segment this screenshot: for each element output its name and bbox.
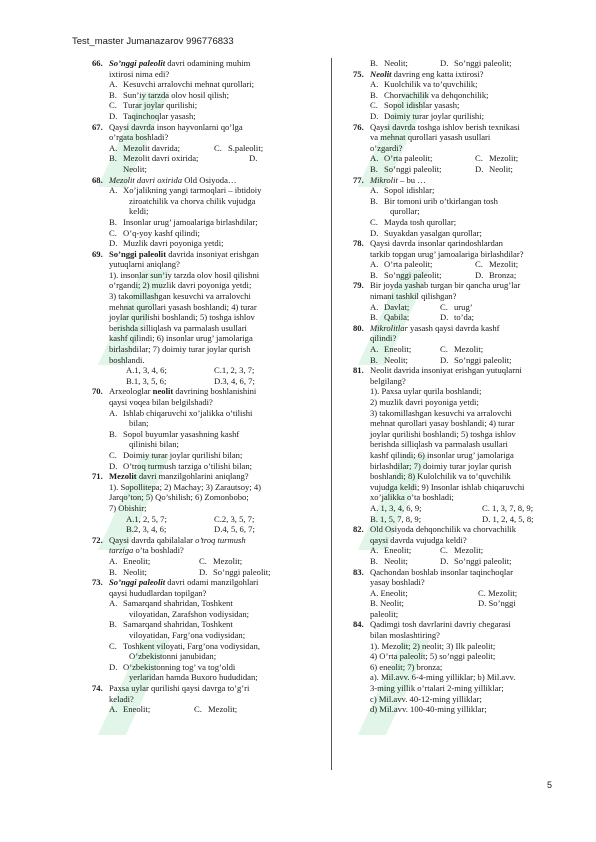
- option-b[interactable]: B. Qabila;: [370, 312, 410, 323]
- option-a[interactable]: A.1, 2, 5, 7;: [126, 513, 167, 524]
- question-71: 71. Mezolit davri manzilgohlarini aniqlang? 1). Sopollitepa; 2) Machay; 3) Zarautsoy; 4) Jarqo’ton; 5) Qo’shilish; 6) Zomonbobo; 7) Obishir; A.1, 2, 5, 7; C.2, 3, 5, 7; B.2, 3, 4, 6; D.4, 5, 6, 7;: [92, 471, 262, 535]
- option-d[interactable]: D. So’nggi paleolit;: [440, 555, 512, 566]
- question-80: 80. Mikrolitlar yasash qaysi davrda kashf qilindi? A. Eneolit; C. Mezolit; B. Neolit; D. So’nggi paleolit;: [353, 322, 512, 365]
- question-77: 77. Mikrolit – bu … A. Sopol idishlar; B. Bir tomoni urib o’tkirlangan tosh qurollar; C. Mayda tosh qurollar; D. Suyakdan yasalgan qurollar;: [353, 175, 559, 239]
- question-81: 81. Neolit davrida insoniyat erishgan yutuqlarni belgilang? 1). Paxsa uylar qurila boshlandi; 2) muzlik davri poyoniga yetdi; 3) takomillashgan kesuvchi va arralovchi mehnat qurollari yasay boshlandi; 4) turar joylar qurilishi boshlandi; 5) toshga ishlov berishda silliqlash va parmalash usullari kashf qilindi; 6) insonlar urug’ jamolariga birlashdilar; 7) doimiy turar joylar qurish boshlandi; 8) Kulolchilik va to’quvchilik vujudga keldi; 9) Insonlar ishlab chiqaruvchi xo’jalikka o’ta boshladi; A. 1, 3, 4, 6, 9; C. 1, 3, 7, 8, 9; B. 1, 5, 7, 8, 9; D. 1, 2, 4, 5, 8;: [353, 365, 534, 524]
- question-73: 73. So’nggi paleolit davri odami manzilgohlari qaysi hududlardan topilgan? A. Samarqand shahridan, Toshkent viloyatidan, Zarafshon vodiysidan; B. Samarqand shahridan, Toshkent viloyatidan, Farg’ona vodiysidan; C. Toshkent viloyati, Farg’ona vodiysidan, O’zbekistonni janubidan; D. O’zbekistonning tog’ va tog’oldi yerlaridan hamda Buxoro hududidan;: [92, 577, 326, 683]
- option-b[interactable]: B. Sopol buyumlar yasashning kashf qilinishi bilan;: [109, 428, 240, 450]
- option-d[interactable]: D. 1, 2, 4, 5, 8;: [482, 513, 534, 524]
- option-a[interactable]: A. Eneolit;: [370, 344, 412, 355]
- question-66: 66. So’nggi paleolit davri odamining muhim ixtirosi nima edi? A. Kesuvchi arralovchi mehnat qurollari; B. Sun’iy tarzda olov hosil qilish; C. Turar joylar qurilishi; D. Taqinchoqlar yasash;: [92, 58, 326, 122]
- option-d[interactable]: D. Taqinchoqlar yasash;: [109, 110, 196, 121]
- option-c[interactable]: C. Mezolit;: [478, 587, 518, 598]
- option-a[interactable]: A. Sopol idishlar;: [370, 185, 435, 196]
- option-b[interactable]: B. Sun’iy tarzda olov hosil qilish;: [109, 89, 229, 100]
- option-b[interactable]: B. So’nggi paleolit;: [370, 163, 442, 174]
- option-b[interactable]: B. Neolit;: [370, 354, 408, 365]
- option-d[interactable]: D. Doimiy turar joylar qurilishi;: [370, 110, 485, 121]
- option-c[interactable]: C. Sopol idishlar yasash;: [370, 100, 460, 111]
- option-b[interactable]: B. Insonlar urug’ jamoalariga birlashdilar;: [109, 216, 258, 227]
- option-a[interactable]: A. Davlat;: [370, 301, 410, 312]
- option-b[interactable]: B. Mezolit davri oxirida;: [109, 153, 199, 164]
- question-76: 76. Qaysi davrda toshga ishlov berish texnikasi va mehnat qurollari yasash usullari o’zgardi? A. O’rta paleolit; C. Mezolit; B. So’nggi paleolit; D. Neolit;: [353, 121, 520, 174]
- option-b[interactable]: B. 1, 5, 7, 8, 9;: [370, 513, 422, 524]
- question-78: 78. Qaysi davrda insonlar qarindoshlardan tarkib topgan urug’ jamoalariga birlashdilar? A. O’rta paleolit; C. Mezolit; B. So’nggi paleolit; D. Bronza;: [353, 238, 524, 280]
- question-68: 68. Mezolit davri oxirida Old Osiyoda… A. Xo’jalikning yangi tarmoqlari – ibtidoiy ziroatchilik va chorva chilik vujudga keldi; B. Insonlar urug’ jamoalariga birlashdilar; C. O’q-yoy kashf qilindi; D. Muzlik davri poyoniga yetdi;: [92, 175, 326, 249]
- option-b[interactable]: B.2, 3, 4, 6;: [126, 524, 167, 535]
- option-c[interactable]: C. Turar joylar qurilishi;: [109, 100, 198, 111]
- question-74-continued: [353, 58, 559, 69]
- option-a[interactable]: A. Kuolchilik va to’quvchilik;: [370, 79, 478, 90]
- option-c[interactable]: C. urug’: [440, 301, 473, 312]
- option-d[interactable]: D. Neolit;: [475, 163, 513, 174]
- option-d[interactable]: D.: [249, 153, 258, 164]
- page-header: Test_master Jumanazarov 996776833: [72, 36, 234, 47]
- option-c[interactable]: C. Mayda tosh qurollar;: [370, 216, 457, 227]
- option-c[interactable]: C. Doimiy turar joylar qurilishi bilan;: [109, 449, 243, 460]
- option-c[interactable]: C.1, 2, 3, 7;: [214, 365, 255, 376]
- option-a[interactable]: A. Eneolit;: [370, 545, 412, 556]
- option-d[interactable]: D. O’zbekistonning tog’ va tog’oldi yerlaridan hamda Buxoro hududidan;: [109, 661, 258, 683]
- option-c[interactable]: C. Mezolit;: [475, 153, 519, 164]
- question-70: 70. Arxeologlar neolit davrining boshlanishini qaysi voqea bilan belgilshadi? A. Ishlab chiqaruvchi xo’jalikka o’tilishi bilan; B. Sopol buyumlar yasashning kashf qilinishi bilan; C. Doimiy turar joylar qurilishi bilan; D. O’troq turmush tarziga o’tilishi bilan;: [92, 386, 326, 471]
- question-82: 82. Old Osiyoda dehqonchilik va chorvachilik qaysi davrda vujudga keldi? A. Eneolit; C. Mezolit; B. Neolit; D. So’nggi paleolit;: [353, 524, 517, 566]
- option-a[interactable]: A. Kesuvchi arralovchi mehnat qurollari;: [109, 79, 255, 90]
- option-b[interactable]: B. Neolit;: [109, 566, 147, 577]
- option-b[interactable]: B. Neolit;: [370, 598, 404, 609]
- option-c[interactable]: C. Mezolit;: [440, 545, 484, 556]
- option-b[interactable]: B. Chorvachilik va dehqonchilik;: [370, 89, 489, 100]
- question-69: 69. So’nggi paleolit davrida insoniyat erishgan yutuqlarni aniqlang? 1). insonlar sun’iy tarzda olov hosil qilishni o’rgandi; 2) muzlik davri poyoniga yetdi; 3) takomillashgan kesuvchi va arralovchi mehnat qurollari yasash boshlandi; 4) turar joylar qurilishi boshlandi; 5) toshga ishlov berishda silliqlash va parmalash usullari kashf qilindi; 6) insonlar urug’ jamolariga birlashdilar; 7) doimiy turar joylar qurish boshlandi. A.1, 3, 4, 6; C.1, 2, 3, 7; B.1, 3, 5, 6; D.3, 4, 6, 7;: [92, 248, 260, 386]
- left-column: [92, 58, 326, 715]
- question-75: 75. Neolit davring eng katta ixtirosi? A. Kuolchilik va to’quvchilik; B. Chorvachilik va dehqonchilik; C. Sopol idishlar yasash; D. Doimiy turar joylar qurilishi;: [353, 69, 559, 122]
- option-d[interactable]: D. Suyakdan yasalgan qurollar;: [370, 227, 482, 238]
- option-c[interactable]: C. Mezolit;: [194, 704, 238, 715]
- option-d[interactable]: D.3, 4, 6, 7;: [214, 375, 255, 386]
- question-67: 67. Qaysi davrda inson hayvonlarni qo’lga o’rgata boshladi? A. Mezolit davrida; C. S.paleolit; B. Mezolit davri oxirida; D. Neolit;: [92, 121, 264, 174]
- option-d[interactable]: D. So’nggi paleolit;: [440, 58, 512, 68]
- option-b[interactable]: B. Neolit;: [370, 555, 408, 566]
- option-b[interactable]: B. Bir tomoni urib o’tkirlangan tosh qurollar;: [370, 195, 498, 217]
- question-84: 84. Qadimgi tosh davrlarini davriy chegarasi bilan moslashtiring? 1). Mezolit; 2) neolit; 3) Ilk paleolit; 4) O’rta paleolit; 5) so’nggi paleolit; 6) eneolit; 7) bronza; a). Mil.avv. 6-4-ming yilliklar; b) Mil.avv. 3-ming yillik o’rtalari 2-ming yilliklar; c) Mil.avv. 40-12-ming yilliklar; d) Mil.avv. 100-40-ming yilliklar;: [353, 619, 516, 715]
- option-c[interactable]: C. Mezolit;: [440, 344, 484, 355]
- option-c[interactable]: C.2, 3, 5, 7;: [214, 513, 255, 524]
- option-a[interactable]: A. Eneolit;: [109, 555, 151, 566]
- option-d[interactable]: D.4, 5, 6, 7;: [214, 524, 255, 535]
- option-c[interactable]: C. 1, 3, 7, 8, 9;: [482, 502, 534, 513]
- option-c[interactable]: C. Mezolit;: [475, 259, 519, 270]
- option-d[interactable]: D. O’troq turmush tarziga o’tilishi bilan;: [109, 460, 253, 471]
- option-b[interactable]: B.1, 3, 5, 6;: [126, 375, 167, 386]
- option-a[interactable]: A. O’rta paleolit;: [370, 259, 433, 270]
- option-a[interactable]: A.1, 3, 4, 6;: [126, 365, 167, 376]
- option-a[interactable]: A. Ishlab chiqaruvchi xo’jalikka o’tilishi bilan;: [109, 407, 253, 429]
- option-d[interactable]: D. Muzlik davri poyoniga yetdi;: [109, 238, 224, 249]
- right-column: [353, 58, 559, 715]
- option-a[interactable]: A. Xo’jalikning yangi tarmoqlari – ibtidoiy ziroatchilik va chorva chilik vujudga keldi;: [109, 185, 262, 217]
- option-a[interactable]: A. Eneolit;: [109, 704, 151, 715]
- option-c[interactable]: C. O’q-yoy kashf qilindi;: [109, 227, 200, 238]
- option-a[interactable]: A. Eneolit;: [370, 587, 408, 598]
- question-74: 74. Paxsa uylar qurilishi qaysi davrga to’g’ri keladi? A. Eneolit; C. Mezolit;: [92, 683, 250, 715]
- option-d[interactable]: D. to’da;: [440, 312, 475, 323]
- question-83: 83. Qachondan boshlab insonlar taqinchoqlar yasay boshladi? A. Eneolit; C. Mezolit; B. Neolit; D. So’nggi paleolit;: [353, 566, 518, 619]
- question-79: 79. Bir joyda yashab turgan bir qancha urug’lar nimani tashkil qilishgan? A. Davlat; C. urug’ B. Qabila; D. to’da;: [353, 280, 521, 323]
- option-a[interactable]: A. Samarqand shahridan, Toshkent viloyatidan, Zarafshon vodiysidan;: [109, 598, 250, 619]
- option-b[interactable]: B. Samarqand shahridan, Toshkent viloyatidan, Farg’ona vodiysidan;: [109, 619, 246, 641]
- option-a[interactable]: A. O’rta paleolit;: [370, 153, 433, 164]
- option-c[interactable]: C. Mezolit;: [199, 555, 243, 566]
- option-c[interactable]: C. Toshkent viloyati, Farg’ona vodiysidan, O’zbekistonni janubidan;: [109, 640, 260, 662]
- option-b[interactable]: B. Neolit;: [370, 58, 408, 68]
- question-72: 72. Qaysi davrda qabilalalar o’troq turmush tarziga o’ta boshladi? A. Eneolit; C. Mezolit; B. Neolit; D. So’nggi paleolit;: [92, 534, 271, 577]
- option-a[interactable]: A. 1, 3, 4, 6, 9;: [370, 502, 422, 513]
- option-d[interactable]: D. So’nggi: [478, 598, 516, 609]
- option-b[interactable]: B. So’nggi paleolit;: [370, 269, 442, 280]
- option-d[interactable]: D. So’nggi paleolit;: [440, 354, 512, 365]
- option-a[interactable]: A. Mezolit davrida;: [109, 142, 181, 153]
- option-d[interactable]: D. So’nggi paleolit;: [199, 566, 271, 577]
- column-divider: [331, 58, 332, 770]
- option-c[interactable]: C. S.paleolit;: [214, 142, 264, 153]
- page-number: 5: [546, 780, 552, 790]
- option-d[interactable]: D. Bronza;: [475, 269, 517, 280]
